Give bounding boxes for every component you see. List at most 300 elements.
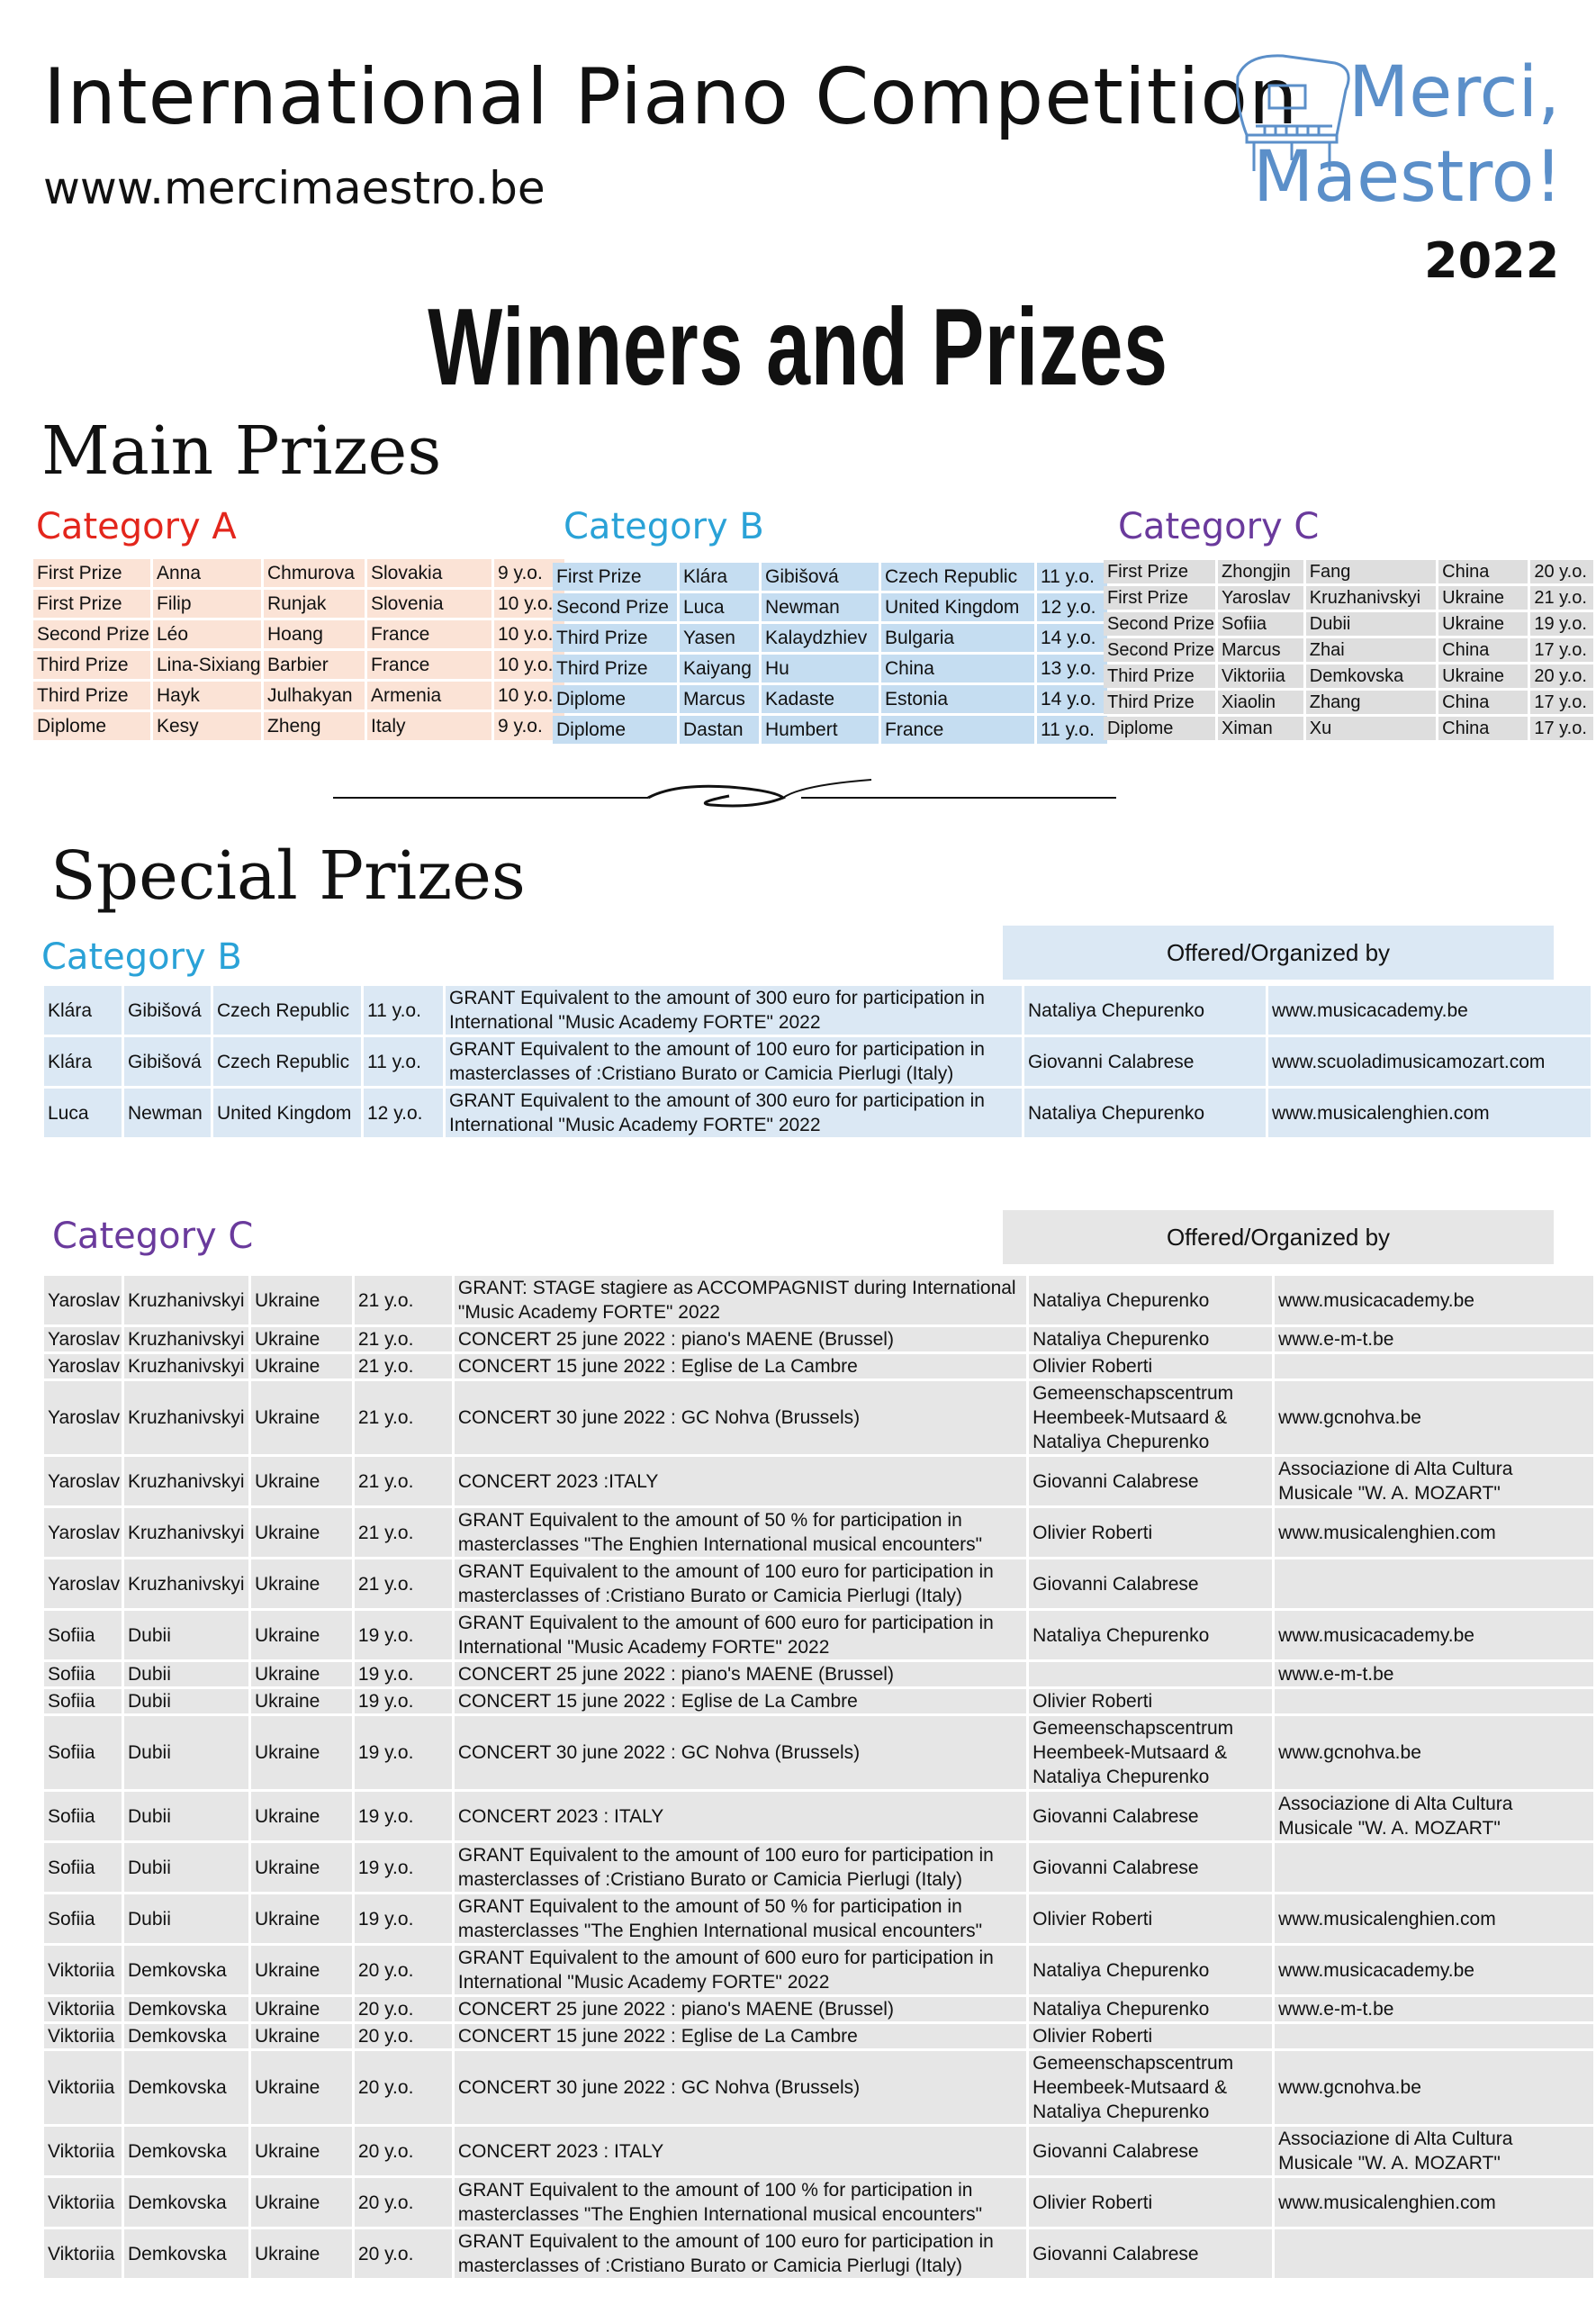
table-cell: Yaroslav xyxy=(44,1457,122,1505)
table-cell: Second Prize xyxy=(1104,638,1215,662)
table-cell: Dubii xyxy=(124,1716,248,1789)
table-cell[interactable]: www.musicacademy.be xyxy=(1275,1276,1593,1324)
table-cell: Second Prize xyxy=(1104,612,1215,636)
table-cell: France xyxy=(367,651,491,679)
table-cell: Humbert xyxy=(762,716,879,744)
table-cell: Diplome xyxy=(553,685,677,713)
table-cell: 10 y.o. xyxy=(494,651,564,679)
table-cell: Olivier Roberti xyxy=(1029,2024,1272,2048)
table-cell: Sofiia xyxy=(44,1843,122,1892)
table-row xyxy=(44,2127,1593,2175)
table-cell: Filip xyxy=(153,590,261,618)
table-cell[interactable]: www.musicalenghien.com xyxy=(1275,1508,1593,1557)
table-cell: Demkovska xyxy=(124,1946,248,1994)
table-cell: Gemeenschapscentrum Heembeek-Mutsaard & Nataliya Chepurenko xyxy=(1029,1381,1272,1454)
table-cell: Armenia xyxy=(367,682,491,710)
table-cell: 19 y.o. xyxy=(355,1611,452,1659)
table-cell: Demkovska xyxy=(124,2051,248,2124)
table-cell: Demkovska xyxy=(124,2127,248,2175)
table-cell[interactable]: www.musicacademy.be xyxy=(1268,986,1591,1035)
table-cell: 12 y.o. xyxy=(364,1089,443,1137)
table-row xyxy=(44,1354,1593,1378)
table-cell: GRANT Equivalent to the amount of 100 euro for participation in masterclasses of :Cristiano Burato or Camicia Pierlugi (Italy) xyxy=(455,1843,1026,1892)
table-cell: CONCERT 30 june 2022 : GC Nohva (Brussels) xyxy=(455,2051,1026,2124)
table-cell: Dastan xyxy=(680,716,759,744)
table-cell: Ukraine xyxy=(251,1946,352,1994)
table-row xyxy=(1104,586,1593,610)
table-cell: China xyxy=(1438,691,1528,714)
table-row xyxy=(33,620,564,648)
table-cell: Klára xyxy=(680,563,759,591)
table-cell[interactable]: www.gcnohva.be xyxy=(1275,1381,1593,1454)
table-cell xyxy=(1275,2024,1593,2048)
table-cell: Giovanni Calabrese xyxy=(1029,1559,1272,1608)
table-cell: Xiaolin xyxy=(1218,691,1303,714)
website-url[interactable]: www.mercimaestro.be xyxy=(43,162,546,214)
table-cell: Newman xyxy=(124,1089,211,1137)
table-cell: CONCERT 25 june 2022 : piano's MAENE (Brussel) xyxy=(455,1662,1026,1686)
table-cell: Kaiyang xyxy=(680,655,759,682)
table-cell: China xyxy=(1438,560,1528,583)
table-cell xyxy=(1275,1354,1593,1378)
category-c-table xyxy=(1101,557,1596,743)
table-cell: GRANT Equivalent to the amount of 100 euro for participation in masterclasses of :Cristiano Burato or Camicia Pierlugi (Italy) xyxy=(446,1037,1022,1086)
table-cell: Nataliya Chepurenko xyxy=(1029,1327,1272,1351)
main-prizes-heading: Main Prizes xyxy=(41,412,442,490)
table-cell: China xyxy=(881,655,1034,682)
table-cell: 11 y.o. xyxy=(1037,563,1107,591)
table-cell: Ukraine xyxy=(1438,586,1528,610)
table-row xyxy=(1104,664,1593,688)
table-cell: Olivier Roberti xyxy=(1029,1354,1272,1378)
table-cell: Demkovska xyxy=(124,1997,248,2021)
table-cell: Klára xyxy=(44,986,122,1035)
table-cell: 19 y.o. xyxy=(355,1894,452,1943)
table-row xyxy=(44,2051,1593,2124)
table-row xyxy=(44,986,1591,1035)
table-cell: Olivier Roberti xyxy=(1029,2178,1272,2227)
table-cell[interactable]: www.e-m-t.be xyxy=(1275,1997,1593,2021)
table-cell: Hoang xyxy=(264,620,365,648)
category-b-label: Category B xyxy=(564,506,764,547)
table-cell: GRANT Equivalent to the amount of 300 euro for participation in International "Music Academy FORTE" 2022 xyxy=(446,986,1022,1035)
table-cell: United Kingdom xyxy=(881,593,1034,621)
table-cell: Nataliya Chepurenko xyxy=(1024,1089,1266,1137)
table-cell xyxy=(1029,1662,1272,1686)
table-row xyxy=(33,651,564,679)
special-prizes-heading: Special Prizes xyxy=(50,837,526,915)
table-row xyxy=(44,1662,1593,1686)
table-cell: First Prize xyxy=(1104,560,1215,583)
table-cell: 10 y.o. xyxy=(494,620,564,648)
table-cell: Giovanni Calabrese xyxy=(1029,1792,1272,1840)
table-row xyxy=(33,590,564,618)
table-cell: Olivier Roberti xyxy=(1029,1508,1272,1557)
table-cell: 21 y.o. xyxy=(355,1457,452,1505)
table-row xyxy=(44,1508,1593,1557)
table-cell: Associazione di Alta Cultura Musicale "W. A. MOZART" xyxy=(1275,1792,1593,1840)
table-cell: CONCERT 2023 : ITALY xyxy=(455,1792,1026,1840)
table-cell: Ukraine xyxy=(251,1689,352,1713)
table-cell: 11 y.o. xyxy=(1037,716,1107,744)
table-cell: Ukraine xyxy=(251,1611,352,1659)
table-cell: 11 y.o. xyxy=(364,986,443,1035)
table-cell: 14 y.o. xyxy=(1037,685,1107,713)
table-cell: Demkovska xyxy=(124,2229,248,2278)
table-cell: Xu xyxy=(1306,717,1436,740)
table-cell: 21 y.o. xyxy=(355,1354,452,1378)
table-cell: Hu xyxy=(762,655,879,682)
table-cell: Klára xyxy=(44,1037,122,1086)
table-cell: 21 y.o. xyxy=(355,1276,452,1324)
table-cell: Kruzhanivskyi xyxy=(124,1508,248,1557)
table-cell: Ukraine xyxy=(251,1662,352,1686)
table-row xyxy=(44,1381,1593,1454)
table-cell[interactable]: www.musicacademy.be xyxy=(1275,1946,1593,1994)
table-cell: 17 y.o. xyxy=(1530,691,1593,714)
table-cell: Slovenia xyxy=(367,590,491,618)
table-cell: Kruzhanivskyi xyxy=(124,1559,248,1608)
table-row xyxy=(553,716,1107,744)
table-cell[interactable]: www.e-m-t.be xyxy=(1275,1327,1593,1351)
table-cell: 17 y.o. xyxy=(1530,717,1593,740)
table-cell: Estonia xyxy=(881,685,1034,713)
special-category-b-label: Category B xyxy=(41,936,242,978)
table-row xyxy=(44,2229,1593,2278)
table-cell: Nataliya Chepurenko xyxy=(1029,1997,1272,2021)
table-row xyxy=(44,1089,1591,1137)
offered-by-header: Offered/Organized by xyxy=(1003,1210,1554,1264)
table-cell: Ukraine xyxy=(251,1559,352,1608)
table-cell: Nataliya Chepurenko xyxy=(1024,986,1266,1035)
table-cell: Sofiia xyxy=(44,1611,122,1659)
table-row xyxy=(1104,638,1593,662)
table-row xyxy=(44,1457,1593,1505)
table-cell: CONCERT 30 june 2022 : GC Nohva (Brussels) xyxy=(455,1716,1026,1789)
table-cell: Nataliya Chepurenko xyxy=(1029,1276,1272,1324)
table-cell: Viktoriia xyxy=(44,2024,122,2048)
table-row xyxy=(44,1327,1593,1351)
table-cell: Associazione di Alta Cultura Musicale "W. A. MOZART" xyxy=(1275,1457,1593,1505)
table-cell: Dubii xyxy=(124,1611,248,1659)
table-cell: 9 y.o. xyxy=(494,712,564,740)
special-category-c-label: Category C xyxy=(52,1216,254,1257)
table-row xyxy=(553,593,1107,621)
table-cell: France xyxy=(881,716,1034,744)
table-cell: Kesy xyxy=(153,712,261,740)
table-cell: 10 y.o. xyxy=(494,682,564,710)
table-cell[interactable]: www.e-m-t.be xyxy=(1275,1662,1593,1686)
table-cell: Giovanni Calabrese xyxy=(1029,1843,1272,1892)
table-cell[interactable]: www.musicalenghien.com xyxy=(1275,1894,1593,1943)
table-cell: Yaroslav xyxy=(44,1508,122,1557)
table-cell: GRANT Equivalent to the amount of 100 % for participation in masterclasses "The Enghien International musical encounters" xyxy=(455,2178,1026,2227)
table-row xyxy=(44,1946,1593,1994)
table-cell: Ukraine xyxy=(251,2051,352,2124)
table-cell: Czech Republic xyxy=(213,986,361,1035)
table-cell: Dubii xyxy=(124,1792,248,1840)
table-cell: Sofiia xyxy=(44,1662,122,1686)
table-cell: GRANT Equivalent to the amount of 600 euro for participation in International "Music Academy FORTE" 2022 xyxy=(455,1611,1026,1659)
table-cell: Sofiia xyxy=(44,1689,122,1713)
table-cell: GRANT Equivalent to the amount of 50 % for participation in masterclasses "The Enghien International musical encounters" xyxy=(455,1508,1026,1557)
table-cell: Gemeenschapscentrum Heembeek-Mutsaard & Nataliya Chepurenko xyxy=(1029,2051,1272,2124)
table-cell: CONCERT 2023 :ITALY xyxy=(455,1457,1026,1505)
page-title: Winners and Prizes xyxy=(428,285,1168,408)
table-row xyxy=(44,1792,1593,1840)
competition-title: International Piano Competition xyxy=(43,52,1299,142)
table-cell: 19 y.o. xyxy=(355,1792,452,1840)
table-cell: 20 y.o. xyxy=(355,2229,452,2278)
table-cell: GRANT Equivalent to the amount of 300 euro for participation in International "Music Academy FORTE" 2022 xyxy=(446,1089,1022,1137)
table-cell: 21 y.o. xyxy=(355,1327,452,1351)
table-cell: 14 y.o. xyxy=(1037,624,1107,652)
table-row xyxy=(44,2178,1593,2227)
table-cell: Kruzhanivskyi xyxy=(124,1354,248,1378)
table-cell: Zhongjin xyxy=(1218,560,1303,583)
table-cell: 19 y.o. xyxy=(355,1689,452,1713)
table-cell: 21 y.o. xyxy=(355,1508,452,1557)
table-cell: Yaroslav xyxy=(44,1381,122,1454)
table-cell: Julhakyan xyxy=(264,682,365,710)
table-cell: First Prize xyxy=(33,590,150,618)
table-cell: Associazione di Alta Cultura Musicale "W. A. MOZART" xyxy=(1275,2127,1593,2175)
table-cell: Ukraine xyxy=(251,2178,352,2227)
table-cell: Yaroslav xyxy=(1218,586,1303,610)
table-cell: Viktoriia xyxy=(44,2051,122,2124)
table-cell: Sofiia xyxy=(44,1894,122,1943)
table-cell: GRANT Equivalent to the amount of 600 euro for participation in International "Music Academy FORTE" 2022 xyxy=(455,1946,1026,1994)
table-cell: 17 y.o. xyxy=(1530,638,1593,662)
table-cell: 9 y.o. xyxy=(494,559,564,587)
table-cell: Italy xyxy=(367,712,491,740)
table-cell: 13 y.o. xyxy=(1037,655,1107,682)
table-cell: Gibišová xyxy=(124,1037,211,1086)
table-cell: Kruzhanivskyi xyxy=(124,1327,248,1351)
table-cell[interactable]: www.scuoladimusicamozart.com xyxy=(1268,1037,1591,1086)
table-cell: Hayk xyxy=(153,682,261,710)
table-cell: Demkovska xyxy=(124,2024,248,2048)
table-cell: Czech Republic xyxy=(213,1037,361,1086)
table-cell: Second Prize xyxy=(553,593,677,621)
table-cell: 21 y.o. xyxy=(1530,586,1593,610)
table-cell: Viktoriia xyxy=(44,2127,122,2175)
table-cell: 20 y.o. xyxy=(355,2051,452,2124)
category-a-label: Category A xyxy=(36,506,237,547)
table-cell: China xyxy=(1438,638,1528,662)
table-cell: 11 y.o. xyxy=(364,1037,443,1086)
table-row xyxy=(44,1689,1593,1713)
table-cell: Sofiia xyxy=(44,1792,122,1840)
table-cell: First Prize xyxy=(33,559,150,587)
table-cell: 20 y.o. xyxy=(1530,664,1593,688)
table-cell: Sofiia xyxy=(44,1716,122,1789)
table-cell: Third Prize xyxy=(1104,664,1215,688)
category-c-label: Category C xyxy=(1118,506,1320,547)
table-row xyxy=(1104,717,1593,740)
table-cell: Gibišová xyxy=(762,563,879,591)
table-cell: 10 y.o. xyxy=(494,590,564,618)
table-cell: Nataliya Chepurenko xyxy=(1029,1946,1272,1994)
table-cell: Kruzhanivskyi xyxy=(124,1457,248,1505)
table-row xyxy=(44,1843,1593,1892)
table-cell: Kadaste xyxy=(762,685,879,713)
table-cell: CONCERT 30 june 2022 : GC Nohva (Brussels) xyxy=(455,1381,1026,1454)
offered-by-header: Offered/Organized by xyxy=(1003,926,1554,980)
table-cell: Ukraine xyxy=(251,1457,352,1505)
table-cell: France xyxy=(367,620,491,648)
table-cell: Newman xyxy=(762,593,879,621)
table-cell: Slovakia xyxy=(367,559,491,587)
table-cell: Marcus xyxy=(1218,638,1303,662)
table-cell: Viktoriia xyxy=(1218,664,1303,688)
table-row xyxy=(553,685,1107,713)
table-row xyxy=(33,712,564,740)
table-cell: Diplome xyxy=(1104,717,1215,740)
table-cell: Kalaydzhiev xyxy=(762,624,879,652)
table-cell: Fang xyxy=(1306,560,1436,583)
table-cell: Yaroslav xyxy=(44,1327,122,1351)
table-cell: Third Prize xyxy=(553,624,677,652)
table-cell: GRANT Equivalent to the amount of 50 % for participation in masterclasses "The Enghien International musical encounters" xyxy=(455,1894,1026,1943)
table-cell: Barbier xyxy=(264,651,365,679)
logo-text-merci: Merci, xyxy=(1348,52,1560,133)
table-cell: 20 y.o. xyxy=(355,2024,452,2048)
table-cell: Yaroslav xyxy=(44,1559,122,1608)
table-cell xyxy=(1275,1843,1593,1892)
table-cell: Dubii xyxy=(1306,612,1436,636)
table-cell: Giovanni Calabrese xyxy=(1029,1457,1272,1505)
table-cell: Zheng xyxy=(264,712,365,740)
category-b-table xyxy=(550,560,1110,746)
table-cell: Zhang xyxy=(1306,691,1436,714)
table-row xyxy=(553,624,1107,652)
table-cell: CONCERT 15 june 2022 : Eglise de La Cambre xyxy=(455,1689,1026,1713)
table-cell: Ukraine xyxy=(251,2127,352,2175)
table-cell: Gibišová xyxy=(124,986,211,1035)
table-cell[interactable]: www.musicalenghien.com xyxy=(1268,1089,1591,1137)
table-cell: CONCERT 15 june 2022 : Eglise de La Cambre xyxy=(455,2024,1026,2048)
table-cell: GRANT Equivalent to the amount of 100 euro for participation in masterclasses of :Cristiano Burato or Camicia Pierlugi (Italy) xyxy=(455,2229,1026,2278)
table-cell: Ukraine xyxy=(251,1276,352,1324)
table-cell: GRANT: STAGE stagiere as ACCOMPAGNIST during International "Music Academy FORTE" 2022 xyxy=(455,1276,1026,1324)
table-cell: 19 y.o. xyxy=(355,1662,452,1686)
table-cell: Ximan xyxy=(1218,717,1303,740)
table-cell: 19 y.o. xyxy=(355,1716,452,1789)
special-category-c-table xyxy=(41,1273,1596,2281)
table-cell: First Prize xyxy=(1104,586,1215,610)
table-cell[interactable]: www.gcnohva.be xyxy=(1275,2051,1593,2124)
table-cell: Ukraine xyxy=(251,1381,352,1454)
table-cell: Chmurova xyxy=(264,559,365,587)
table-row xyxy=(44,1276,1593,1324)
table-cell: Marcus xyxy=(680,685,759,713)
table-cell: Olivier Roberti xyxy=(1029,1689,1272,1713)
table-cell: Giovanni Calabrese xyxy=(1029,2229,1272,2278)
table-cell: Third Prize xyxy=(33,682,150,710)
table-cell: 20 y.o. xyxy=(355,2178,452,2227)
table-cell: Dubii xyxy=(124,1662,248,1686)
table-cell: 19 y.o. xyxy=(355,1843,452,1892)
table-row xyxy=(44,2024,1593,2048)
table-row xyxy=(44,1894,1593,1943)
table-cell: CONCERT 25 june 2022 : piano's MAENE (Brussel) xyxy=(455,1327,1026,1351)
table-cell: Viktoriia xyxy=(44,2178,122,2227)
table-cell: 20 y.o. xyxy=(355,1997,452,2021)
special-category-b-table xyxy=(41,983,1593,1140)
table-cell xyxy=(1275,2229,1593,2278)
table-row xyxy=(44,1559,1593,1608)
table-cell: Ukraine xyxy=(251,2229,352,2278)
table-cell: 20 y.o. xyxy=(1530,560,1593,583)
table-cell[interactable]: www.musicalenghien.com xyxy=(1275,2178,1593,2227)
logo-text-maestro: Maestro! xyxy=(1253,137,1563,218)
table-cell: Ukraine xyxy=(251,1508,352,1557)
table-cell: Giovanni Calabrese xyxy=(1029,2127,1272,2175)
table-cell: Ukraine xyxy=(1438,664,1528,688)
table-cell: Runjak xyxy=(264,590,365,618)
table-cell: Viktoriia xyxy=(44,2229,122,2278)
table-cell[interactable]: www.musicacademy.be xyxy=(1275,1611,1593,1659)
table-cell: Dubii xyxy=(124,1843,248,1892)
table-cell: 21 y.o. xyxy=(355,1559,452,1608)
table-cell: 20 y.o. xyxy=(355,1946,452,1994)
table-cell: Ukraine xyxy=(251,1843,352,1892)
table-cell: Yaroslav xyxy=(44,1276,122,1324)
table-cell: Second Prize xyxy=(33,620,150,648)
swirl-divider-icon xyxy=(333,776,1116,818)
table-cell xyxy=(1275,1689,1593,1713)
table-row xyxy=(553,563,1107,591)
table-cell: Gemeenschapscentrum Heembeek-Mutsaard & Nataliya Chepurenko xyxy=(1029,1716,1272,1789)
table-cell: Sofiia xyxy=(1218,612,1303,636)
table-row xyxy=(1104,612,1593,636)
table-cell: 19 y.o. xyxy=(1530,612,1593,636)
table-row xyxy=(44,1716,1593,1789)
table-cell: Ukraine xyxy=(251,1716,352,1789)
table-cell: Viktoriia xyxy=(44,1997,122,2021)
table-cell: Giovanni Calabrese xyxy=(1024,1037,1266,1086)
table-cell: CONCERT 15 june 2022 : Eglise de La Cambre xyxy=(455,1354,1026,1378)
table-cell: Ukraine xyxy=(1438,612,1528,636)
table-cell: Ukraine xyxy=(251,1327,352,1351)
table-cell: GRANT Equivalent to the amount of 100 euro for participation in masterclasses of :Cristiano Burato or Camicia Pierlugi (Italy) xyxy=(455,1559,1026,1608)
table-cell: Lina-Sixiang xyxy=(153,651,261,679)
table-cell: 21 y.o. xyxy=(355,1381,452,1454)
table-row xyxy=(44,1997,1593,2021)
table-row xyxy=(33,559,564,587)
table-cell: 20 y.o. xyxy=(355,2127,452,2175)
table-cell: Luca xyxy=(680,593,759,621)
table-row xyxy=(553,655,1107,682)
table-cell: 12 y.o. xyxy=(1037,593,1107,621)
table-cell: Ukraine xyxy=(251,1792,352,1840)
table-cell: Third Prize xyxy=(1104,691,1215,714)
table-cell: Zhai xyxy=(1306,638,1436,662)
table-cell: Léo xyxy=(153,620,261,648)
table-row xyxy=(1104,691,1593,714)
table-cell[interactable]: www.gcnohva.be xyxy=(1275,1716,1593,1789)
table-cell: Ukraine xyxy=(251,2024,352,2048)
table-row xyxy=(44,1037,1591,1086)
table-cell: Luca xyxy=(44,1089,122,1137)
table-cell: CONCERT 25 june 2022 : piano's MAENE (Brussel) xyxy=(455,1997,1026,2021)
table-cell: Ukraine xyxy=(251,1997,352,2021)
table-cell: Diplome xyxy=(553,716,677,744)
table-cell: First Prize xyxy=(553,563,677,591)
table-cell: Nataliya Chepurenko xyxy=(1029,1611,1272,1659)
table-cell: Third Prize xyxy=(553,655,677,682)
